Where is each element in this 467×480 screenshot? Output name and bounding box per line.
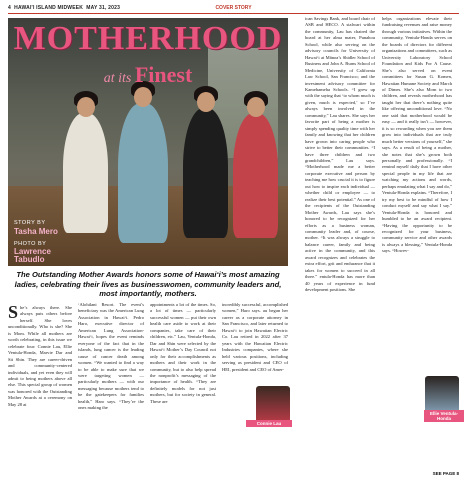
- subhead: The Outstanding Mother Awards honors some of Hawai‘i’s most amazing ladies, celebrating their lives as businesswomen, community leaders and, most importantly, mothers.: [14, 270, 282, 298]
- cover-title: MOTHERHOOD: [13, 20, 283, 57]
- page-number-publication: 4 HAWAI'I ISLAND MIDWEEK MAY 31, 2023: [8, 5, 121, 11]
- see-page-link[interactable]: SEE PAGE 8: [432, 471, 459, 476]
- photo-by-label: PHOTO BY: [14, 241, 47, 247]
- mother-figure-4: [233, 113, 278, 238]
- page-header: [8, 3, 459, 13]
- ellie-ventula-honda-caption: Ellie Ventula-Honda: [424, 410, 464, 422]
- mother-figure-2: [118, 103, 168, 243]
- article-column-2: ‘Alohilani Resort. The event’s beneficiary was the American Lung Association in Hawai‘i. Pedro Haro, executive director of American Lung Association-Hawai‘i, hopes the event reminds everyone of the fact that in the islands, lung cancer is the leading cause of cancer death among women. “We wanted to find a way to be able to make sure that we were targeting women — particularly mothers — with our messaging because mothers tend to be the gatekeepers for families health,” Haro says. “They’re the ones making the: [78, 302, 144, 411]
- header-rule: [8, 13, 459, 14]
- article-column-6: helps organizations elevate their fundraising revenues and raise money through various initiatives. Within the community, Ventula-Honda serves on the boards of directors for different organizations and committees, such as University Laboratory School Foundation and Kids For A Cause. She’s also served on event committees for Susan G. Komen, Hawaiian Humane Society and March of Dimes. She’s also Mom to two children, and reveals motherhood has taught her that there’s nothing quite like offering unconditional love. “No one said that motherhood would be easy — and it really isn’t — however, it is so rewarding when you see them grow into individuals that are truly much better versions of yourself,” she says. As a result of being a mother, she notes that she’s grown both personally and professionally. “I remind myself daily that I have other special people in my life that are watching my actions and words, perhaps emulating what I say and do,” Ventula-Honda explains. “Therefore, I try my best to be mindful of how I conduct myself and say what I say.” Ventula-Honda is honored and humbled to be an award recipient. “Having the opportunity to be recognized for your business, community service and other awards is always a blessing,” Ventula-Honda says. “Howev-: [382, 16, 452, 254]
- story-by-name: Tasha Mero: [14, 227, 58, 236]
- drop-cap-s: S: [8, 302, 19, 322]
- photo-by-name: Lawrence Tabudlo: [14, 247, 51, 264]
- article-column-1: S he’s always there. She always puts others before herself. She loves unconditionally. Who is she? She is Mom. While all mothers are worth celebrating, in this issue we celebrate four: Connie Lau, Ellie Ventula-Honda, Marvie Dar and Sit Shin. They are career-driven and community-centered individuals, and yet even they will admit to being mothers above all else. This special group of women was honored with the Outstanding Mother Awards at a ceremony on May 28 at: [8, 302, 72, 407]
- article-column-5: ican Savings Bank, and board chair of ASB and HECO. A stalwart within the community, Lau has chaired the board at her alma mater, Punahou School, while also serving on the advisory councils for University of Hawai‘i at Mānoa’s Shidler School of Business and John A. Burns School of Medicine, University of California Law School, San Francisco; and the investment advisory committee for Kamehameha Schools. “I grew up with the saying that ‘to whom much is given, much is expected,’ so I’ve always been involved in the community,” Lau shares. She says her favorite part of being a mother is simply spending quality time with her family and knowing that her children have grown into caring people who strive to better their communities. “I have three children and two grandchildren,” Lau says. “Motherhood made me a better corporate executive and person by teaching me how crucial it is to figure out how to inspire each individual — whether child or employee — to realize their best potential.” As one of the recipients of the Outstanding Mother Awards, Lau says she’s honored to be recognized for her efforts as a business woman, community leader and, of course, mother. “It was always a struggle to balance career, family and being active in the community, and this award recognizes and celebrates the extra effort, grit and endurance that it takes for women to succeed in all three.” entula-Honda has more than 40 years of experience in fund development positions. She: [305, 16, 375, 293]
- story-by-label: STORY BY: [14, 220, 46, 226]
- article-column-4: incredibly successful, accomplished women,” Haro says. au began her career as a corporate attorney in San Francisco, and later returned to Hawai‘i to join Hawaiian Electric Co. Lau retired in 2022 after 37 years with the Hawaiian Electric Industries companies, where she held various positions, including serving as president and CEO of HEI, president and CEO of Amer-: [222, 302, 288, 372]
- cover-title-sub: at its Finest: [103, 62, 193, 87]
- connie-lau-caption: Connie Lau: [246, 420, 292, 427]
- article-column-3: appointments a lot of the times. So, a lot of times — particularly successful women — put their own health care aside to work at their companies, take care of their children, etc.” Lau, Ventula-Honda, Dar and Shin were selected by the Hawai‘i Mother’s Day Council not only for their accomplishments as mothers and their work in the community, but to also help spread the nonprofit’s messaging of the importance of health. “They are definitely models for not just mothers, but for society in general. These are: [150, 302, 216, 404]
- mother-figure-1: [63, 113, 108, 233]
- mother-figure-3: [183, 108, 228, 238]
- section-label: COVER STORY: [215, 5, 252, 11]
